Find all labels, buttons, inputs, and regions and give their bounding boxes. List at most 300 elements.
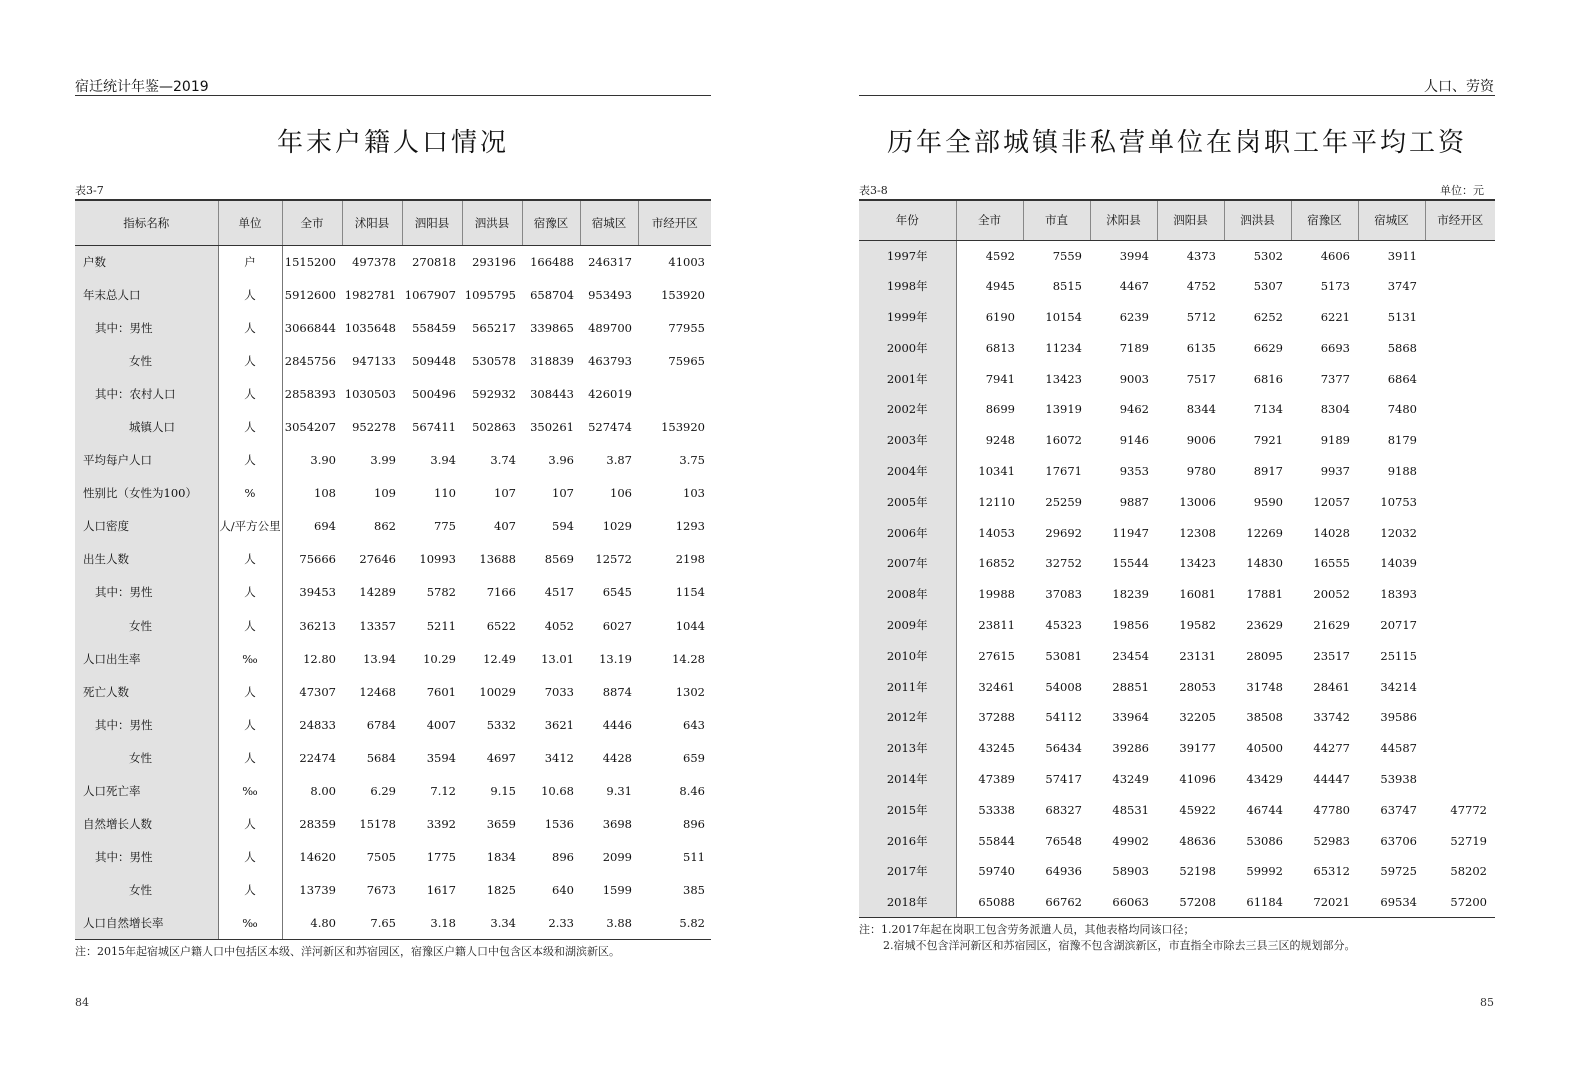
value-cell (1425, 302, 1495, 333)
value-cell: 5211 (426, 618, 456, 633)
value-cell: 14053 (978, 525, 1015, 540)
value-cell: 4373 (1186, 248, 1216, 263)
unit-cell: 人 (218, 278, 282, 311)
value-cell: 43245 (978, 741, 1015, 756)
value-cell: 5868 (1387, 340, 1417, 355)
value-cell: 46744 (1246, 802, 1283, 817)
value-cell: 9003 (1119, 371, 1149, 386)
column-header: 市经开区 (1425, 200, 1495, 240)
value-cell: 4446 (602, 717, 632, 732)
value-cell: 1617 (426, 883, 456, 898)
column-header: 指标名称 (75, 200, 218, 245)
value-cell: 12572 (595, 552, 632, 567)
unit-cell: 人 (218, 543, 282, 576)
table-row (75, 278, 711, 311)
value-cell: 153920 (661, 287, 705, 302)
value-cell: 6693 (1320, 340, 1350, 355)
left-page (0, 0, 793, 1077)
value-cell: 57208 (1157, 887, 1224, 918)
value-cell: 9.31 (606, 784, 632, 799)
value-cell: 9006 (1186, 433, 1216, 448)
value-cell: 3412 (544, 750, 574, 765)
year-cell: 2003年 (859, 425, 956, 456)
value-cell: 6.29 (370, 784, 396, 799)
value-cell: 13006 (1179, 494, 1216, 509)
value-cell: 1067907 (404, 287, 456, 302)
column-header: 沭阳县 (1090, 200, 1157, 240)
column-header: 泗阳县 (402, 200, 462, 245)
value-cell: 565217 (472, 320, 516, 335)
value-cell: 14289 (359, 585, 396, 600)
year-cell: 2009年 (859, 610, 956, 641)
unit-cell: 人 (218, 874, 282, 907)
value-cell: 17671 (1045, 463, 1082, 478)
value-cell: 39177 (1179, 741, 1216, 756)
value-cell (1425, 486, 1495, 517)
value-cell (1425, 394, 1495, 425)
value-cell: 57200 (1425, 887, 1495, 918)
value-cell: 3594 (426, 750, 456, 765)
value-cell: 45922 (1179, 802, 1216, 817)
value-cell: 12.80 (303, 651, 336, 666)
unit-cell: 人 (218, 708, 282, 741)
table-row (859, 794, 1495, 825)
value-cell: 8569 (544, 552, 574, 567)
value-cell: 9146 (1119, 433, 1149, 448)
value-cell: 5782 (426, 585, 456, 600)
value-cell (1425, 240, 1495, 271)
table-row (859, 702, 1495, 733)
year-cell: 2002年 (859, 394, 956, 425)
value-cell: 1293 (675, 519, 705, 534)
value-cell: 27646 (359, 552, 396, 567)
indicator-name: 人口密度 (75, 510, 218, 543)
value-cell: 23131 (1179, 648, 1216, 663)
value-cell: 32461 (978, 679, 1015, 694)
year-cell: 2014年 (859, 764, 956, 795)
value-cell: 110 (434, 486, 456, 501)
value-cell (1425, 579, 1495, 610)
value-cell: 489700 (588, 320, 632, 335)
value-cell: 530578 (472, 353, 516, 368)
value-cell: 6784 (366, 717, 396, 732)
value-cell: 13919 (1045, 402, 1082, 417)
value-cell: 6522 (486, 618, 516, 633)
value-cell: 318839 (530, 353, 574, 368)
indicator-name: 城镇人口 (75, 410, 218, 443)
value-cell: 28095 (1246, 648, 1283, 663)
value-cell: 65088 (956, 887, 1023, 918)
value-cell: 27615 (978, 648, 1015, 663)
value-cell: 862 (374, 519, 396, 534)
table-row (859, 302, 1495, 333)
value-cell: 7134 (1253, 402, 1283, 417)
value-cell: 594 (552, 519, 574, 534)
footnote-line: 2.宿城不包含洋河新区和苏宿园区，宿豫不包含湖滨新区，市直指全市除去三县三区的规划部分。 (883, 939, 1356, 952)
value-cell: 14830 (1246, 556, 1283, 571)
value-cell: 10.68 (541, 784, 574, 799)
value-cell: 20052 (1313, 587, 1350, 602)
value-cell: 6027 (602, 618, 632, 633)
indicator-name: 其中：男性 (75, 841, 218, 874)
indicator-name: 平均每户人口 (75, 444, 218, 477)
value-cell: 69534 (1358, 887, 1425, 918)
value-cell: 4945 (985, 279, 1015, 294)
table-row (859, 764, 1495, 795)
value-cell: 9590 (1253, 494, 1283, 509)
table-header-row (859, 200, 1495, 240)
value-cell: 49902 (1112, 833, 1149, 848)
unit-cell: 人 (218, 410, 282, 443)
value-cell: 57417 (1045, 771, 1082, 786)
value-cell: 13.94 (363, 651, 396, 666)
value-cell: 3747 (1387, 279, 1417, 294)
table-row (75, 377, 711, 410)
value-cell: 18239 (1112, 587, 1149, 602)
value-cell: 1775 (426, 850, 456, 865)
value-cell (1425, 733, 1495, 764)
value-cell: 75965 (668, 353, 705, 368)
value-cell: 3054207 (284, 420, 336, 435)
table-row (75, 874, 711, 907)
table-row (75, 245, 711, 278)
value-cell: 953493 (588, 287, 632, 302)
year-cell: 2010年 (859, 640, 956, 671)
value-cell: 9780 (1186, 463, 1216, 478)
value-cell: 19988 (978, 587, 1015, 602)
indicator-name: 人口出生率 (75, 642, 218, 675)
value-cell: 48531 (1112, 802, 1149, 817)
value-cell: 4052 (544, 618, 574, 633)
value-cell: 6545 (602, 585, 632, 600)
value-cell: 1030503 (344, 386, 396, 401)
unit-cell: 户 (218, 245, 282, 278)
value-cell: 16072 (1045, 433, 1082, 448)
value-cell: 5332 (486, 717, 516, 732)
value-cell: 21629 (1313, 617, 1350, 632)
value-cell: 4592 (985, 248, 1015, 263)
indicator-name: 女性 (75, 609, 218, 642)
table-row (859, 271, 1495, 302)
value-cell: 7505 (366, 850, 396, 865)
year-cell: 1997年 (859, 240, 956, 271)
unit-cell: 人 (218, 377, 282, 410)
value-cell: 41003 (668, 254, 705, 269)
value-cell: 37083 (1045, 587, 1082, 602)
value-cell: 45323 (1045, 617, 1082, 632)
unit-note: 单位：元 (1440, 184, 1484, 197)
column-header: 宿城区 (1358, 200, 1425, 240)
value-cell: 270818 (412, 254, 456, 269)
value-cell: 17881 (1246, 587, 1283, 602)
table-row (75, 675, 711, 708)
value-cell: 55844 (978, 833, 1015, 848)
table-row (75, 775, 711, 808)
column-header: 市经开区 (638, 200, 711, 245)
value-cell: 1302 (675, 684, 705, 699)
value-cell: 4467 (1119, 279, 1149, 294)
table-header-row (75, 200, 711, 245)
unit-cell: 人 (218, 808, 282, 841)
value-cell: 16852 (978, 556, 1015, 571)
column-header: 年份 (859, 200, 956, 240)
unit-cell: 人 (218, 344, 282, 377)
value-cell: 293196 (472, 254, 516, 269)
table-row (75, 841, 711, 874)
value-cell: 59740 (978, 864, 1015, 879)
unit-cell: ‰ (218, 775, 282, 808)
value-cell: 3911 (1387, 248, 1417, 263)
value-cell: 65312 (1313, 864, 1350, 879)
value-cell: 6135 (1186, 340, 1216, 355)
value-cell: 39453 (299, 585, 336, 600)
value-cell: 3.88 (580, 907, 638, 940)
year-cell: 2018年 (859, 887, 956, 918)
value-cell: 643 (683, 717, 705, 732)
value-cell: 1599 (602, 883, 632, 898)
table-row (75, 410, 711, 443)
value-cell: 350261 (530, 420, 574, 435)
value-cell: 12269 (1246, 525, 1283, 540)
value-cell: 12110 (978, 494, 1015, 509)
value-cell: 59992 (1246, 864, 1283, 879)
value-cell: 39286 (1112, 741, 1149, 756)
value-cell: 509448 (412, 353, 456, 368)
value-cell: 59725 (1380, 864, 1417, 879)
value-cell: 25259 (1045, 494, 1082, 509)
value-cell: 8.00 (310, 784, 336, 799)
value-cell: 6813 (985, 340, 1015, 355)
value-cell: 12468 (359, 684, 396, 699)
value-cell: 7601 (426, 684, 456, 699)
value-cell: 7.12 (430, 784, 456, 799)
unit-cell: % (218, 477, 282, 510)
value-cell: 41096 (1179, 771, 1216, 786)
value-cell: 502863 (472, 420, 516, 435)
value-cell: 9188 (1387, 463, 1417, 478)
value-cell: 52719 (1450, 833, 1487, 848)
year-cell: 2004年 (859, 456, 956, 487)
value-cell: 9937 (1320, 463, 1350, 478)
year-cell: 2000年 (859, 332, 956, 363)
value-cell: 4517 (544, 585, 574, 600)
value-cell: 14028 (1313, 525, 1350, 540)
value-cell: 896 (552, 850, 574, 865)
value-cell: 8179 (1387, 433, 1417, 448)
value-cell: 34214 (1380, 679, 1417, 694)
year-cell: 2012年 (859, 702, 956, 733)
value-cell: 23517 (1313, 648, 1350, 663)
value-cell: 10993 (419, 552, 456, 567)
indicator-name: 人口死亡率 (75, 775, 218, 808)
value-cell: 9462 (1119, 402, 1149, 417)
value-cell: 63706 (1380, 833, 1417, 848)
value-cell: 5.82 (638, 907, 711, 940)
value-cell: 14620 (299, 850, 336, 865)
value-cell: 5712 (1186, 309, 1216, 324)
value-cell: 1834 (486, 850, 516, 865)
value-cell: 3.96 (548, 453, 574, 468)
table-row (859, 579, 1495, 610)
value-cell: 426019 (588, 386, 632, 401)
table-row (859, 548, 1495, 579)
value-cell: 10341 (978, 463, 1015, 478)
column-header: 泗洪县 (1224, 200, 1291, 240)
table-row (75, 444, 711, 477)
value-cell: 37288 (978, 710, 1015, 725)
value-cell: 43249 (1112, 771, 1149, 786)
year-cell: 2007年 (859, 548, 956, 579)
value-cell: 4007 (426, 717, 456, 732)
value-cell: 24833 (299, 717, 336, 732)
value-cell: 66762 (1023, 887, 1090, 918)
year-cell: 1998年 (859, 271, 956, 302)
value-cell: 9887 (1119, 494, 1149, 509)
table-row (859, 733, 1495, 764)
value-cell: 6190 (985, 309, 1015, 324)
value-cell: 32205 (1179, 710, 1216, 725)
value-cell: 12.49 (483, 651, 516, 666)
value-cell: 7673 (366, 883, 396, 898)
indicator-name: 性别比（女性为100） (75, 477, 218, 510)
value-cell (1425, 456, 1495, 487)
header-rule-right (859, 95, 1495, 96)
table-code-left: 表3-7 (75, 184, 104, 197)
value-cell: 500496 (412, 386, 456, 401)
value-cell: 527474 (588, 420, 632, 435)
column-header: 泗洪县 (462, 200, 522, 245)
value-cell: 3.87 (606, 453, 632, 468)
page-number-left: 84 (75, 996, 89, 1009)
value-cell: 592932 (472, 386, 516, 401)
value-cell: 28053 (1179, 679, 1216, 694)
value-cell: 13423 (1045, 371, 1082, 386)
value-cell: 10.29 (423, 651, 456, 666)
value-cell: 3392 (426, 817, 456, 832)
page-number-right: 85 (1480, 996, 1494, 1009)
value-cell (638, 377, 711, 410)
value-cell: 5173 (1320, 279, 1350, 294)
indicator-name: 其中：男性 (75, 708, 218, 741)
value-cell: 153920 (661, 420, 705, 435)
value-cell: 44587 (1380, 741, 1417, 756)
header-rule-left (75, 95, 711, 96)
value-cell: 2198 (675, 552, 705, 567)
value-cell: 6629 (1253, 340, 1283, 355)
value-cell: 11947 (1112, 525, 1149, 540)
value-cell: 12057 (1313, 494, 1350, 509)
value-cell: 47389 (978, 771, 1015, 786)
value-cell: 54008 (1045, 679, 1082, 694)
table-row (75, 808, 711, 841)
value-cell: 4752 (1186, 279, 1216, 294)
table-row (75, 907, 711, 940)
value-cell: 3.34 (462, 907, 522, 940)
value-cell: 8344 (1186, 402, 1216, 417)
value-cell: 54112 (1045, 710, 1082, 725)
value-cell: 12032 (1380, 525, 1417, 540)
value-cell: 109 (374, 486, 396, 501)
value-cell: 43429 (1246, 771, 1283, 786)
value-cell: 2858393 (284, 386, 336, 401)
table-row (859, 456, 1495, 487)
value-cell: 775 (434, 519, 456, 534)
value-cell: 5307 (1253, 279, 1283, 294)
value-cell: 53938 (1380, 771, 1417, 786)
column-header: 市直 (1023, 200, 1090, 240)
unit-cell: ‰ (218, 642, 282, 675)
table-code-right: 表3-8 (859, 184, 888, 197)
value-cell: 25115 (1380, 648, 1417, 663)
value-cell: 28461 (1313, 679, 1350, 694)
value-cell: 12308 (1179, 525, 1216, 540)
indicator-name: 年末总人口 (75, 278, 218, 311)
value-cell (1425, 640, 1495, 671)
value-cell: 31748 (1246, 679, 1283, 694)
value-cell (1425, 332, 1495, 363)
column-header: 单位 (218, 200, 282, 245)
value-cell: 4697 (486, 750, 516, 765)
value-cell: 2.33 (522, 907, 580, 940)
value-cell: 108 (314, 486, 336, 501)
unit-cell: 人 (218, 675, 282, 708)
footnote-line: 注：1.2017年起在岗职工包含劳务派遣人员，其他表格均同该口径； (859, 923, 1195, 936)
year-cell: 2015年 (859, 794, 956, 825)
value-cell: 339865 (530, 320, 574, 335)
value-cell: 53338 (978, 802, 1015, 817)
value-cell: 3994 (1119, 248, 1149, 263)
value-cell (1425, 517, 1495, 548)
value-cell: 28359 (299, 817, 336, 832)
page-title-right: 历年全部城镇非私营单位在岗职工年平均工资 (886, 128, 1467, 158)
value-cell: 6239 (1119, 309, 1149, 324)
indicator-name: 死亡人数 (75, 675, 218, 708)
value-cell: 4606 (1320, 248, 1350, 263)
table-row (75, 708, 711, 741)
value-cell (1425, 610, 1495, 641)
value-cell: 44447 (1313, 771, 1350, 786)
value-cell: 13423 (1179, 556, 1216, 571)
value-cell (1425, 363, 1495, 394)
table-row (75, 741, 711, 774)
year-cell: 2001年 (859, 363, 956, 394)
value-cell: 463793 (588, 353, 632, 368)
value-cell (1425, 671, 1495, 702)
value-cell: 385 (683, 883, 705, 898)
value-cell: 7559 (1052, 248, 1082, 263)
value-cell: 103 (683, 486, 705, 501)
value-cell: 5684 (366, 750, 396, 765)
value-cell: 1536 (544, 817, 574, 832)
table-row (859, 825, 1495, 856)
indicator-name: 自然增长人数 (75, 808, 218, 841)
value-cell: 53081 (1045, 648, 1082, 663)
value-cell: 1035648 (344, 320, 396, 335)
value-cell: 6252 (1253, 309, 1283, 324)
unit-cell: 人 (218, 311, 282, 344)
value-cell: 29692 (1045, 525, 1082, 540)
value-cell: 3.18 (402, 907, 462, 940)
year-cell: 2011年 (859, 671, 956, 702)
value-cell: 5302 (1253, 248, 1283, 263)
value-cell: 38508 (1246, 710, 1283, 725)
value-cell: 8917 (1253, 463, 1283, 478)
column-header: 宿豫区 (1291, 200, 1358, 240)
unit-cell: 人 (218, 444, 282, 477)
table-row (859, 394, 1495, 425)
value-cell: 13.19 (599, 651, 632, 666)
value-cell: 166488 (530, 254, 574, 269)
